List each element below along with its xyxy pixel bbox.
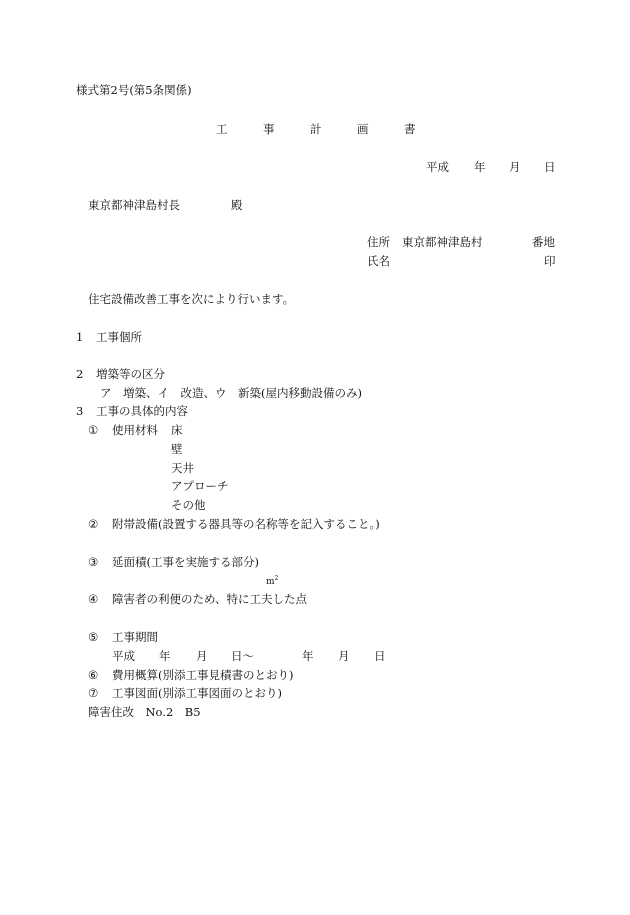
addressee-name: 東京都神津島村長 — [88, 198, 180, 212]
item-6-marker: ⑥ — [88, 668, 99, 682]
area-unit-superscript: 2 — [274, 575, 279, 582]
item-3-marker: ③ — [88, 555, 99, 569]
material-item: アプローチ — [171, 479, 229, 493]
period-era: 平成 — [112, 649, 135, 663]
item-7-marker: ⑦ — [88, 686, 99, 700]
section-1-number: 1 — [76, 330, 84, 344]
form-number-label: 様式第2号(第5条関係) — [76, 83, 192, 97]
title-char: 事 — [263, 122, 275, 136]
item-6-label: 費用概算(別添工事見積書のとおり) — [112, 668, 294, 682]
section-2-number: 2 — [76, 367, 84, 381]
item-5-marker: ⑤ — [88, 630, 99, 644]
period-year-end: 年 — [302, 649, 314, 663]
item-7-label: 工事図面(別添工事図面のとおり) — [112, 686, 282, 700]
section-2-options: ア 増築、イ 改造、ウ 新築(屋内移動設備のみ) — [100, 386, 362, 400]
section-3-number: 3 — [76, 404, 84, 418]
addressee-honorific: 殿 — [231, 198, 243, 212]
item-2-marker: ② — [88, 517, 99, 531]
period-month-end: 月 — [338, 649, 350, 663]
date-year: 年 — [474, 160, 486, 174]
date-day: 日 — [544, 160, 556, 174]
material-item: 床 — [171, 423, 183, 437]
title-char: 画 — [357, 122, 369, 136]
material-item: 天井 — [171, 461, 194, 475]
period-day-end: 日 — [374, 649, 386, 663]
period-day-from: 日～ — [231, 649, 254, 663]
section-3-title: 工事の具体的内容 — [96, 404, 188, 418]
section-2-title: 増築等の区分 — [96, 367, 165, 381]
seal-label: 印 — [544, 254, 556, 268]
period-month: 月 — [196, 649, 208, 663]
banchi-label: 番地 — [532, 235, 555, 249]
material-item: 壁 — [171, 442, 183, 456]
item-1-marker: ① — [88, 423, 99, 437]
item-1-label: 使用材料 — [112, 423, 158, 437]
period-year: 年 — [159, 649, 171, 663]
item-4-marker: ④ — [88, 592, 99, 606]
area-unit — [266, 576, 278, 587]
item-2-label: 附帯設備(設置する器具等の名称等を記入すること。) — [112, 517, 380, 531]
title-char: 計 — [310, 122, 322, 136]
name-label: 氏名 — [367, 254, 390, 268]
area-unit-base: m — [266, 577, 275, 587]
address-label: 住所 — [367, 235, 390, 249]
intro-text: 住宅設備改善工事を次により行います。 — [88, 292, 295, 306]
item-5-label: 工事期間 — [112, 630, 158, 644]
item-3-label: 延面積(工事を実施する部分) — [112, 555, 259, 569]
item-4-label: 障害者の利便のため、特に工夫した点 — [112, 592, 308, 606]
date-era: 平成 — [426, 160, 449, 174]
date-month: 月 — [509, 160, 521, 174]
title-char: 書 — [404, 122, 416, 136]
address-value: 東京都神津島村 — [402, 235, 483, 249]
material-item: その他 — [171, 498, 206, 512]
footer-code: 障害住改 No.2 B5 — [88, 705, 201, 719]
title-char: 工 — [216, 122, 228, 136]
section-1-title: 工事個所 — [96, 330, 142, 344]
